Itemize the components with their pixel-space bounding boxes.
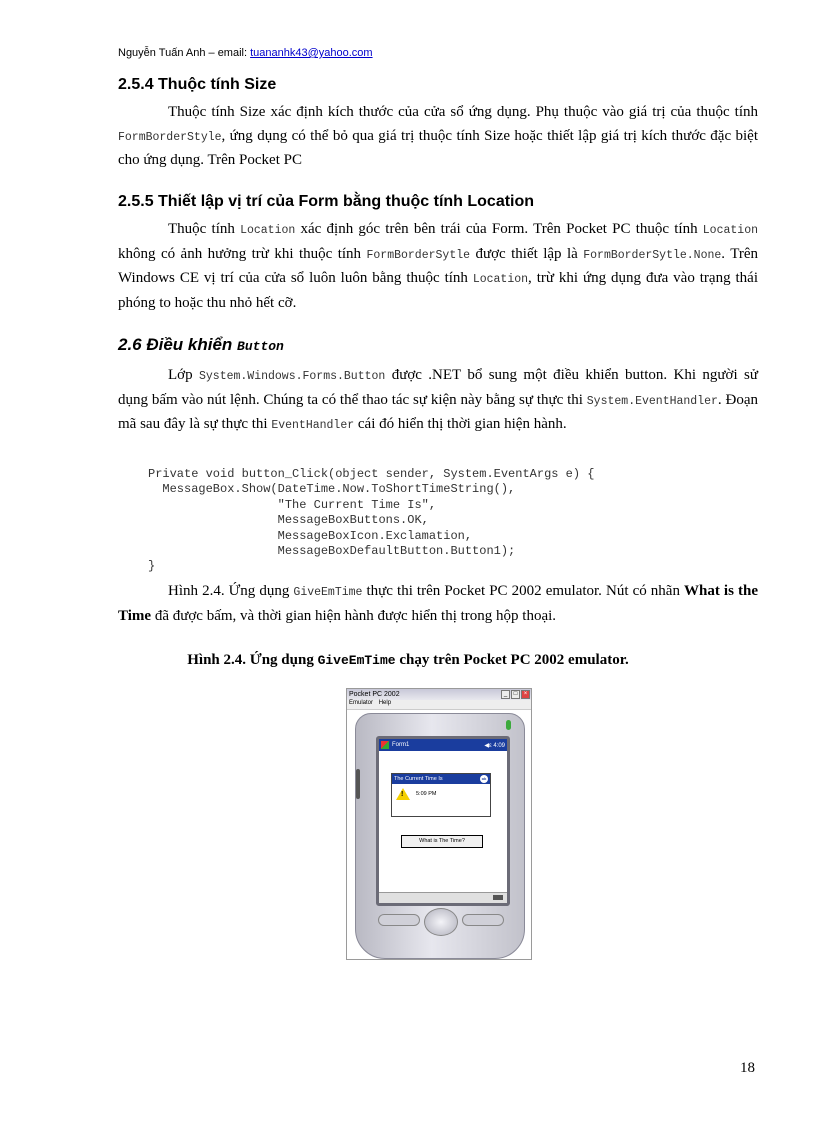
header-author: Nguyễn Tuấn Anh – email: <box>118 47 251 59</box>
page-header <box>118 47 373 59</box>
minimize-icon[interactable]: _ <box>501 690 510 699</box>
emulator-screenshot <box>346 688 532 960</box>
dpad[interactable] <box>424 908 458 936</box>
device-screen <box>376 736 510 906</box>
msg-title-text: The Current Time Is <box>394 776 443 782</box>
what-is-the-time-button[interactable]: What is The Time? <box>401 835 483 848</box>
code-inline: EventHandler <box>271 419 355 432</box>
code-block: Private void button_Click(object sender, System.EventArgs e) { MessageBox.Show(DateTime.Now.ToShortTimeString(), "The Current Time Is", MessageBoxButtons.OK, MessageBoxIcon.Exclamation, MessageBoxDefaultButton.Button1); } <box>148 467 595 574</box>
text: Lớp <box>168 367 199 383</box>
code-inline: Location <box>472 273 529 286</box>
code-inline: FormBorderStyle <box>118 130 222 144</box>
code-inline: Location <box>240 224 296 237</box>
keyboard-icon[interactable] <box>493 895 503 900</box>
ok-button[interactable]: ok <box>481 776 487 781</box>
heading-2-6 <box>118 335 284 355</box>
text: Hình 2.4. Ứng dụng <box>187 652 318 668</box>
text: cái đó hiển thị thời gian hiện hành. <box>354 416 567 432</box>
side-button[interactable] <box>356 769 360 799</box>
text: được thiết lập là <box>470 245 584 262</box>
paragraph-location <box>118 218 758 315</box>
maximize-icon[interactable]: □ <box>511 690 520 699</box>
text: Hình 2.4. Ứng dụng <box>168 583 294 599</box>
close-icon[interactable]: × <box>521 690 530 699</box>
start-icon[interactable] <box>381 741 389 749</box>
figure-caption <box>0 652 816 669</box>
hardware-button-left[interactable] <box>378 914 420 926</box>
input-bar <box>379 892 507 903</box>
text: . Đoạn mã sau đây là sự thực thi <box>118 391 758 432</box>
led-indicator <box>506 720 511 730</box>
text: Thuộc tính <box>168 221 241 237</box>
code-inline: FormBorderSytle <box>366 248 471 262</box>
device-taskbar <box>379 739 507 751</box>
emulator-menubar <box>347 700 531 710</box>
code-inline: System.Windows.Forms.Button <box>198 370 386 383</box>
code-inline: GiveEmTime <box>317 653 396 668</box>
text: , ứng dụng có thể bỏ qua giá trị thuộc tính Size hoặc thiết lập giá trị kích thước đặc biệt cho ứng dụng. Trên Pocket PC <box>118 127 758 168</box>
pocket-pc-device <box>355 713 525 959</box>
page-number: 18 <box>740 1060 755 1076</box>
heading-code: Button <box>237 339 284 354</box>
email-link[interactable]: tuananhk43@yahoo.com <box>250 47 373 59</box>
message-box-body <box>392 784 490 804</box>
exclamation-icon: ! <box>396 788 410 800</box>
msg-time: 5:09 PM <box>416 791 437 797</box>
heading-2-5-4: 2.5.4 Thuộc tính Size <box>118 76 277 93</box>
text: , trừ khi ứng dụng đưa vào trạng thái phóng to hoặc thu nhỏ hết cỡ. <box>118 270 758 311</box>
menu-emulator[interactable]: Emulator <box>349 700 374 706</box>
paragraph-figure-desc <box>118 580 758 628</box>
text: không có ảnh hưởng trừ khi thuộc tính <box>118 245 367 262</box>
text: chạy trên Pocket PC 2002 emulator. <box>395 652 629 668</box>
menu-help[interactable]: Help <box>378 700 392 706</box>
bold-text: What is the Time <box>118 583 759 624</box>
heading-text: 2.6 Điều khiển <box>118 335 238 354</box>
taskbar-status: ◀ε 4:09 <box>484 742 505 749</box>
hardware-button-right[interactable] <box>462 914 504 926</box>
text: . Trên Windows CE vị trí của cửa sổ luôn luôn bằng thuộc tính <box>118 245 758 286</box>
code-inline: GiveEmTime <box>293 586 363 599</box>
heading-2-5-5: 2.5.5 Thiết lập vị trí của Form bằng thuộc tính Location <box>118 193 535 210</box>
text: xác định góc trên bên trái của Form. Trên Pocket PC thuộc tính <box>295 221 703 237</box>
text: thực thi trên Pocket PC 2002 emulator. Nút có nhãn <box>362 583 685 599</box>
text: được .NET bổ sung một điều khiển button. Khi người sử dụng bấm vào nút lệnh. Chúng ta có thể thao tác sự kiện này bằng sự thực thi <box>118 367 758 408</box>
paragraph-size <box>118 101 758 173</box>
paragraph-button <box>118 364 758 438</box>
code-inline: System.EventHandler <box>586 394 718 408</box>
code-inline: FormBorderSytle.None <box>583 248 722 262</box>
code-inline: Location <box>702 224 758 237</box>
text: đã được bấm, và thời gian hiện hành được hiển thị trong hộp thoại. <box>151 607 557 624</box>
text: Thuộc tính Size xác định kích thước của cửa sổ ứng dụng. Phụ thuộc vào giá trị của thuộc tính <box>168 104 758 120</box>
emulator-titlebar <box>347 689 531 700</box>
taskbar-title: Form1 <box>392 742 410 748</box>
emulator-title: Pocket PC 2002 <box>349 691 400 698</box>
message-box-title <box>392 774 490 784</box>
message-box <box>391 773 491 817</box>
